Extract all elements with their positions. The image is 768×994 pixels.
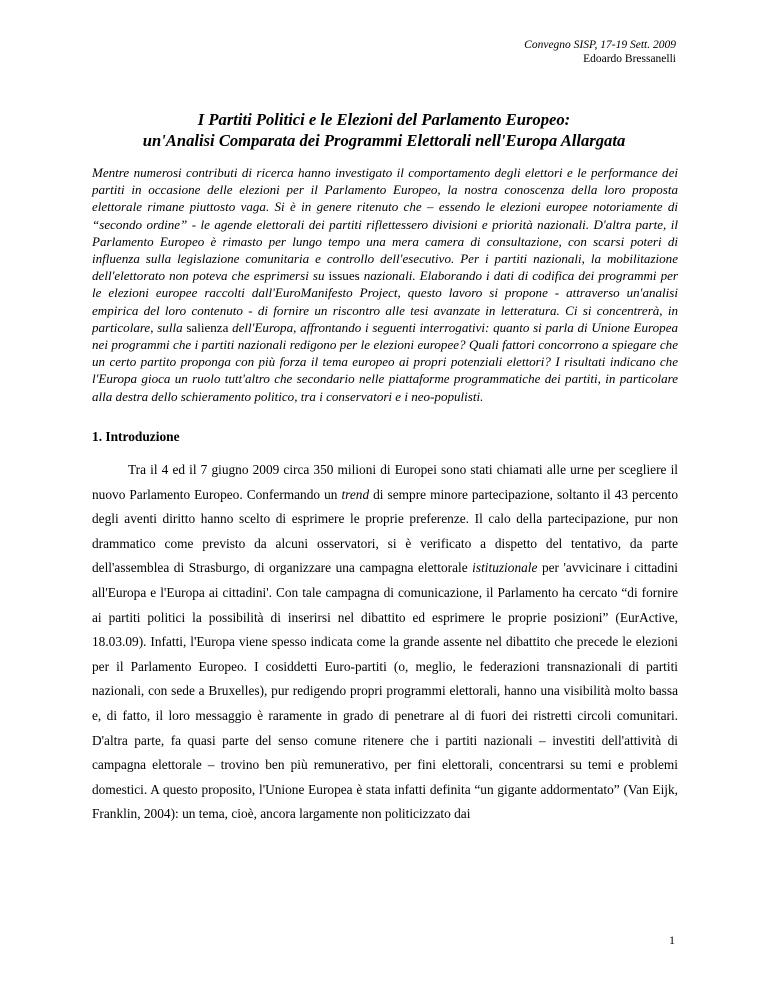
- abstract-term-salienza: salienza: [186, 319, 229, 335]
- abstract: [92, 164, 678, 405]
- abstract-text-2: nazionali. Elaborando i dati di codifica dei programmi per le elezioni europee raccolti dall'EuroManifesto Project, questo lavoro si propone - attraverso un'analisi empirica del loro contenuto - di fornire un riscontro alle tesi avanzate in letteratura. Ci si concentrerà, in particolare, sulla: [92, 268, 678, 335]
- paragraph: [92, 458, 678, 827]
- body-text-3: per 'avvicinare i cittadini all'Europa e l'Europa ai cittadini'. Con tale campagna di comunicazione, il Parlamento ha cercato “di fornire ai partiti politici la possibilità di inserirsi nel dibattito ed esprimere le proprie posizioni” (EurActive, 18.03.09). Infatti, l'Europa viene spesso indicata come la grande assente nel dibattito che precede le elezioni per il Parlamento Europeo. I cosiddetti Euro-partiti (o, meglio, le federazioni transnazionali di partiti nazionali, con sede a Bruxelles), pur redigendo propri programmi elettorali, hanno una visibilità molto bassa e, di fatto, il loro messaggio è raramente in grado di penetrare al di fuori dei ristretti circoli comunitari. D'altra parte, fa quasi parte del senso comune ritenere che i partiti nazionali – investiti dell'attività di campagna elettorale – trovino ben più remunerativo, per fini elettorali, concentrarsi su temi e problemi domestici. A questo proposito, l'Unione Europea è stata infatti definita “un gigante addormentato” (Van Eijk, Franklin, 2004): un tema, cioè, ancora largamente non politicizzato dai: [92, 560, 678, 822]
- body-text-1: Tra il 4 ed il 7 giugno 2009 circa 350 milioni di Europei sono stati chiamati alle urne per scegliere il nuovo Parlamento Europeo. Confermando un: [92, 462, 678, 502]
- abstract-term-issues: issues: [328, 268, 360, 284]
- author-line: Edoardo Bressanelli: [583, 53, 676, 65]
- section-heading: 1. Introduzione: [92, 429, 180, 444]
- body-text: [92, 458, 678, 827]
- term-trend: trend: [341, 486, 370, 502]
- page-number: 1: [669, 933, 675, 947]
- document-header: [524, 38, 676, 66]
- term-istituzionale: istituzionale: [472, 560, 538, 576]
- paper-title: [70, 109, 698, 151]
- body-text-2: di sempre minore partecipazione, soltanto il 43 percento degli aventi diritto hanno scelto di esprimere le proprie preferenze. Il calo della partecipazione, pur non drammatico come previsto da alcuni osservatori, si è verificato a dispetto del tentativo, da parte dell'assemblea di Strasburgo, di organizzare una campagna elettorale: [92, 486, 678, 576]
- title-line-2: un'Analisi Comparata dei Programmi Elettorali nell'Europa Allargata: [142, 131, 626, 150]
- title-line-1: I Partiti Politici e le Elezioni del Parlamento Europeo:: [197, 110, 571, 129]
- abstract-text-3: dell'Europa, affrontando i seguenti interrogativi: quanto si parla di Unione Europea nei programmi che i partiti nazionali redigono per le elezioni europee? Quali fattori concorrono a spiegare che un certo partito proponga con più forza il tema europeo ai propri potenziali elettori? I risultati indicano che l'Europa gioca un ruolo tutt'altro che secondario nelle piattaforme programmatiche dei partiti, in particolare alla destra dello schieramento politico, tra i conservatori e i neo-populisti.: [92, 319, 679, 404]
- abstract-text-1: Mentre numerosi contributi di ricerca hanno investigato il comportamento degli elettori e le performance dei partiti in occasione delle elezioni per il Parlamento Europeo, la nostra conoscenza della loro proposta elettorale rimane piuttosto vaga. Si è in genere ritenuto che – essendo le elezioni europee notoriamente di “secondo ordine” - le agende elettorali dei partiti riflettessero divisioni e priorità nazionali. D'altra parte, il Parlamento Europeo è rimasto per lungo tempo una mera camera di consultazione, con scarsi poteri di influenza sulla legislazione comunitaria e controllo dell'esecutivo. Per i partiti nazionali, la mobilitazione dell'elettorato non poteva che esprimersi su: [92, 165, 678, 284]
- conference-line: Convegno SISP, 17-19 Sett. 2009: [524, 39, 676, 51]
